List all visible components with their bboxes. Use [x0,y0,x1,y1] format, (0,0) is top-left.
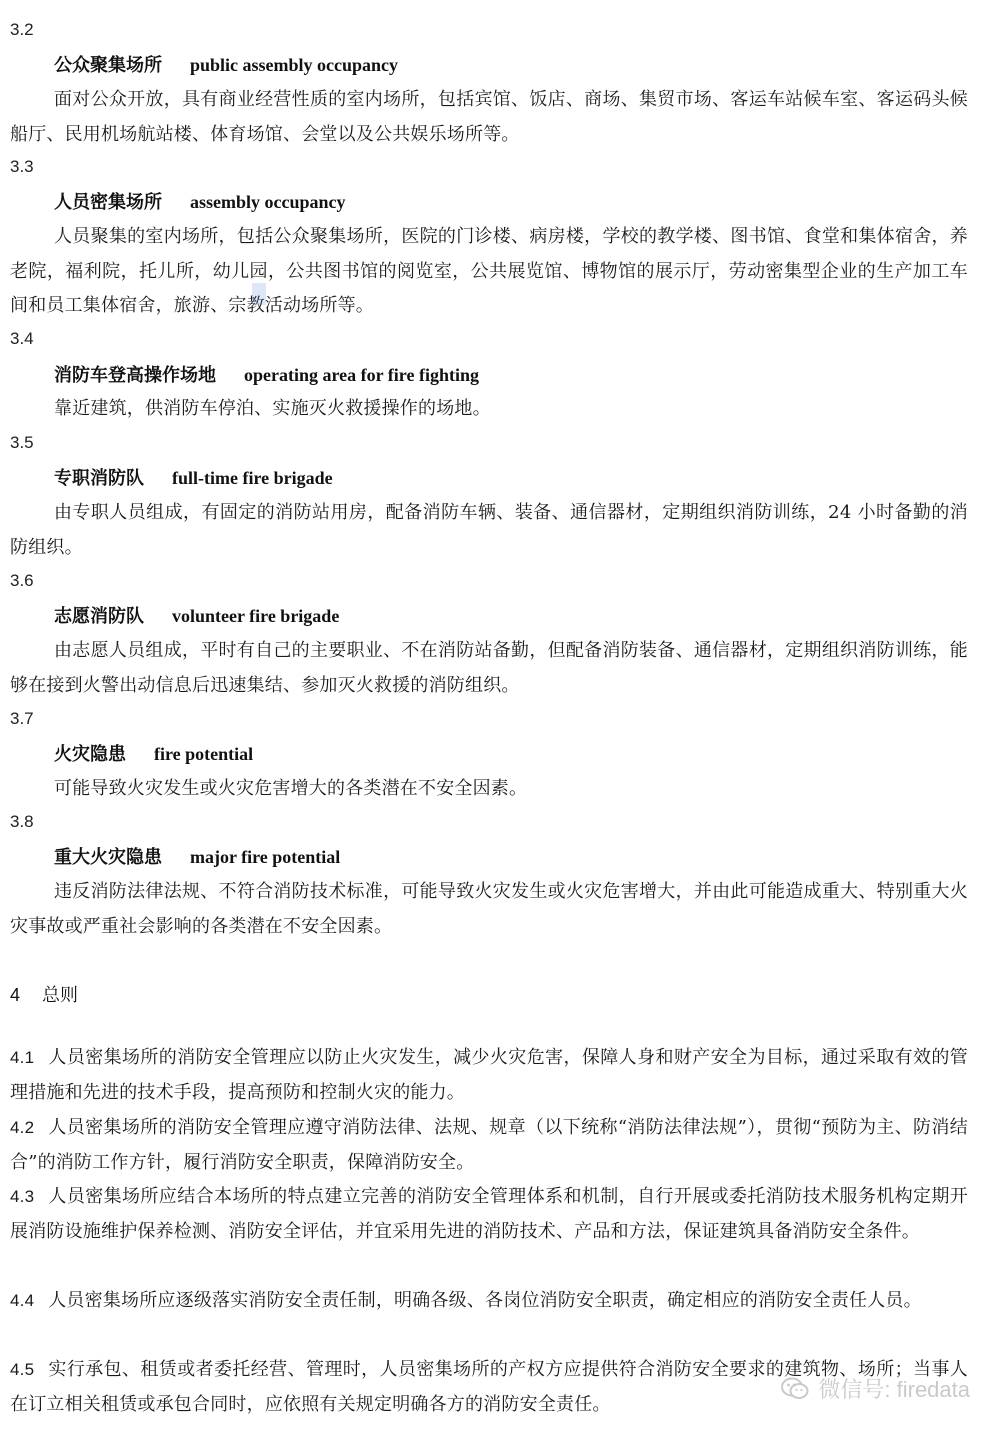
definition-number: 3.7 [10,709,34,728]
term-english: fire potential [154,744,254,764]
clause-number: 4.3 [10,1187,35,1206]
clause-text: 人员密集场所的消防安全管理应以防止火灾发生，减少火灾危害，保障人身和财产安全为目标，通过采取有效的管理措施和先进的技术手段，提高预防和控制火灾的能力。 [10,1047,968,1103]
definition-term [54,54,398,77]
term-chinese: 消防车登高操作场地 [54,365,216,386]
definition-number: 3.3 [10,157,34,176]
clause-paragraph [10,1284,968,1319]
definition-term [54,467,333,490]
section-title: 总则 [42,985,79,1006]
definition-text: 可能导致火灾发生或火灾危害增大的各类潜在不安全因素。 [54,778,528,799]
definition-text: 面对公众开放，具有商业经营性质的室内场所，包括宾馆、饭店、商场、集贸市场、客运车站候车室、客运码头候船厅、民用机场航站楼、体育场馆、会堂以及公共娱乐场所等。 [10,89,968,145]
watermark [780,1373,970,1404]
term-chinese: 专职消防队 [54,468,144,489]
clause-number: 4.5 [10,1360,35,1379]
term-chinese: 火灾隐患 [54,744,126,765]
section-heading [10,983,78,1008]
clause-text: 人员密集场所应结合本场所的特点建立完善的消防安全管理体系和机制，自行开展或委托消防技术服务机构定期开展消防设施维护保养检测、消防安全评估，并宜采用先进的消防技术、产品和方法，保证建筑具备消防安全条件。 [10,1186,968,1242]
definition-text: 靠近建筑，供消防车停泊、实施灭火救援操作的场地。 [54,398,491,419]
clause-paragraph [10,1111,968,1180]
term-english: full-time fire brigade [172,468,333,488]
term-chinese: 人员密集场所 [54,192,162,213]
definition-term [54,743,253,766]
clause-paragraph [10,1041,968,1110]
definition-term [54,191,346,214]
definition-term [54,846,340,869]
definition-number: 3.4 [10,329,34,348]
definition-text: 违反消防法律法规、不符合消防技术标准，可能导致火灾发生或火灾危害增大，并由此可能造成重大、特别重大火灾事故或严重社会影响的各类潜在不安全因素。 [10,881,968,937]
wechat-icon [780,1376,810,1402]
definition-number: 3.5 [10,433,34,452]
definition-term [54,605,339,628]
clause-text: 人员密集场所应逐级落实消防安全责任制，明确各级、各岗位消防安全职责，确定相应的消防安全责任人员。 [48,1290,922,1311]
definition-number: 3.6 [10,571,34,590]
definition-number: 3.2 [10,20,34,39]
clause-number: 4.4 [10,1291,35,1310]
term-english: assembly occupancy [190,192,346,212]
clause-text: 实行承包、租赁或者委托经营、管理时，人员密集场所的产权方应提供符合消防安全要求的建筑物、场所；当事人在订立相关租赁或承包合同时，应依照有关规定明确各方的消防安全责任。 [10,1359,968,1415]
watermark-text: 微信号: firedata [818,1377,970,1402]
definition-number: 3.8 [10,812,34,831]
term-chinese: 公众聚集场所 [54,55,162,76]
definition-text: 由专职人员组成，有固定的消防站用房，配备消防车辆、装备、通信器材，定期组织消防训练，24 小时备勤的消防组织。 [10,502,968,558]
section-number: 4 [10,985,21,1005]
clause-number: 4.1 [10,1048,35,1067]
term-chinese: 重大火灾隐患 [54,847,162,868]
clause-paragraph [10,1180,968,1249]
highlight-mark [252,283,266,305]
definition-text: 人员聚集的室内场所，包括公众聚集场所，医院的门诊楼、病房楼，学校的教学楼、图书馆、食堂和集体宿舍，养老院，福利院，托儿所，幼儿园，公共图书馆的阅览室，公共展览馆、博物馆的展示厅，劳动密集型企业的生产加工车间和员工集体宿舍，旅游、宗教活动场所等。 [10,226,968,316]
term-english: major fire potential [190,847,341,867]
term-english: volunteer fire brigade [172,606,340,626]
term-english: operating area for fire fighting [244,365,479,385]
term-chinese: 志愿消防队 [54,606,144,627]
clause-text: 人员密集场所的消防安全管理应遵守消防法律、法规、规章（以下统称“消防法律法规”），贯彻“预防为主、防消结合”的消防工作方针，履行消防安全职责，保障消防安全。 [10,1117,968,1173]
definition-text: 由志愿人员组成，平时有自己的主要职业、不在消防站备勤，但配备消防装备、通信器材，定期组织消防训练，能够在接到火警出动信息后迅速集结、参加灭火救援的消防组织。 [10,640,968,696]
term-english: public assembly occupancy [190,55,399,75]
definition-term [54,364,479,387]
clause-number: 4.2 [10,1118,35,1137]
